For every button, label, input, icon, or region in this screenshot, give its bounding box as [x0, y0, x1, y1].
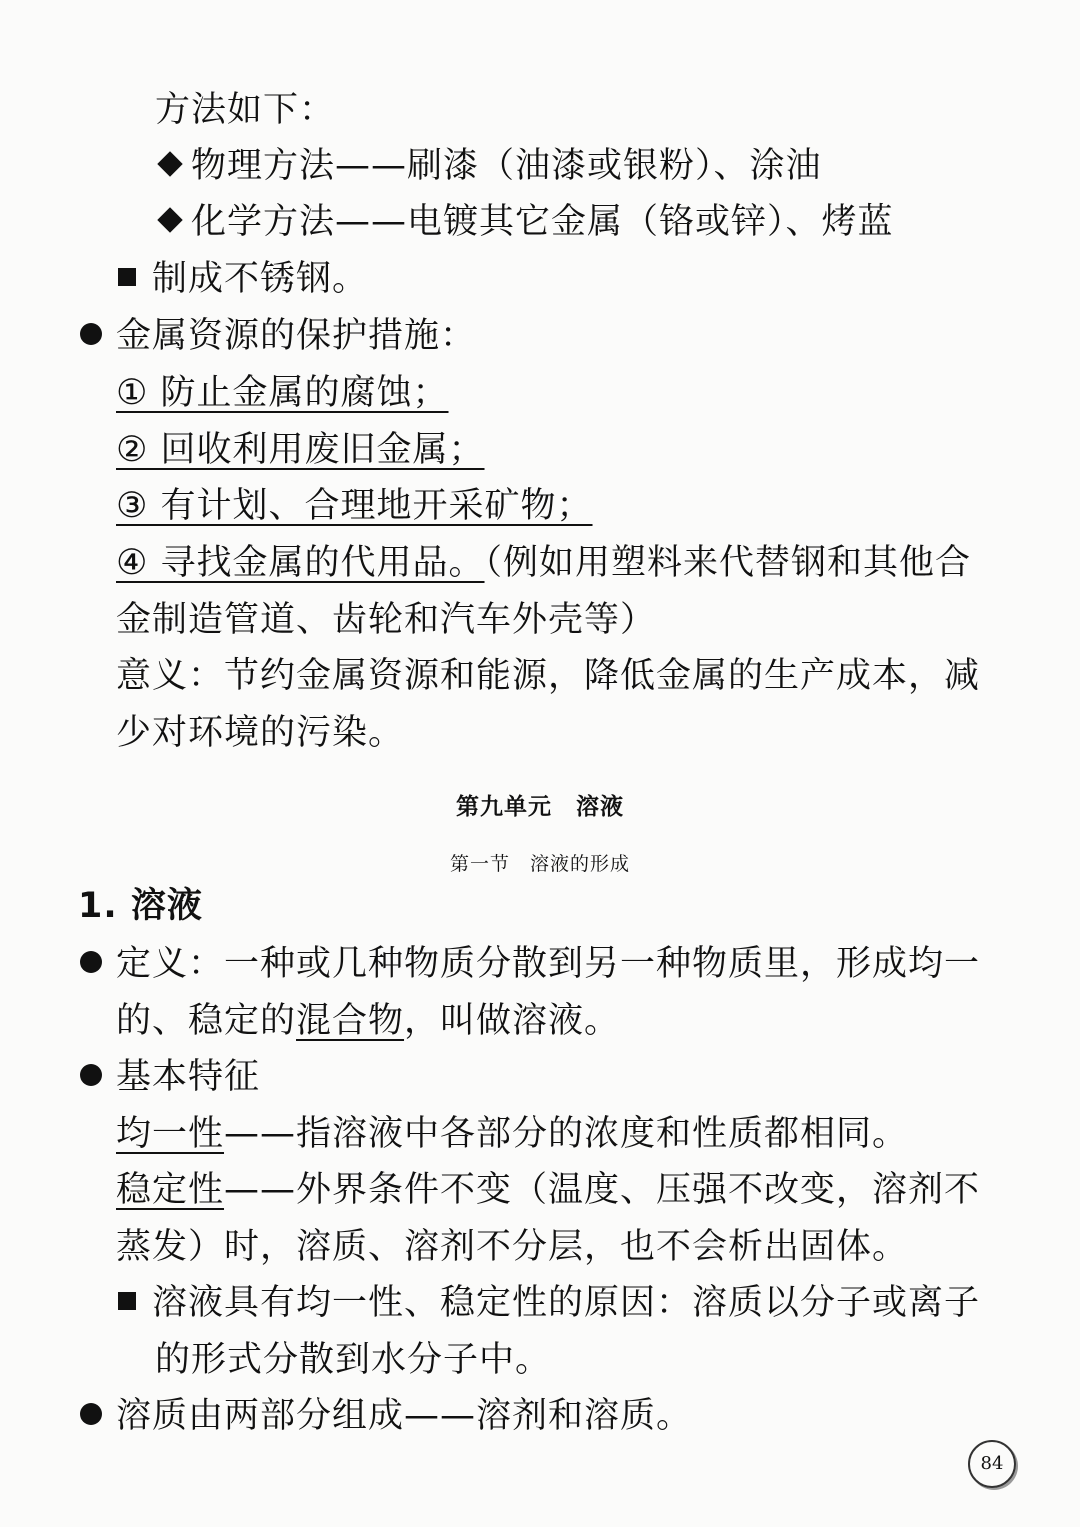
- round-bullet-icon: [80, 1064, 102, 1086]
- stability-term: 稳定性: [116, 1170, 225, 1210]
- uniformity-line: 均一性——指溶液中各部分的浓度和性质都相同。: [116, 1114, 909, 1154]
- meaning-line-1: 意义：节约金属资源和能源，降低金属的生产成本，减: [116, 656, 981, 696]
- round-bullet-icon: [80, 1403, 102, 1425]
- section-heading: 1. 溶液: [78, 886, 203, 926]
- measure-4-note: 金制造管道、齿轮和汽车外壳等）: [116, 600, 657, 640]
- composition-line: 溶质由两部分组成——溶剂和溶质。: [80, 1392, 692, 1440]
- definition-line-1: 定义：一种或几种物质分散到另一种物质里，形成均一: [80, 940, 980, 988]
- measure-1: ① 防止金属的腐蚀；: [116, 373, 449, 413]
- page-number: 84: [968, 1440, 1016, 1488]
- stability-line-2: 蒸发）时，溶质、溶剂不分层，也不会析出固体。: [116, 1227, 909, 1267]
- stability-line-1: 稳定性——外界条件不变（温度、压强不改变，溶剂不: [116, 1170, 981, 1210]
- uniformity-term: 均一性: [116, 1114, 225, 1154]
- measure-3: ③ 有计划、合理地开采矿物；: [116, 486, 593, 526]
- meaning-line-2: 少对环境的污染。: [116, 713, 405, 753]
- reason-line-2: 的形式分散到水分子中。: [155, 1340, 552, 1380]
- round-bullet-icon: [80, 323, 102, 345]
- physical-method: 物理方法——刷漆（油漆或银粉）、涂油: [155, 142, 822, 190]
- stainless-steel: 制成不锈钢。: [118, 255, 368, 303]
- chemical-method: 化学方法——电镀其它金属（铬或锌）、烤蓝: [155, 198, 894, 246]
- diamond-bullet-icon: [157, 207, 182, 232]
- measure-2: ② 回收利用废旧金属；: [116, 430, 485, 470]
- diamond-bullet-icon: [157, 151, 182, 176]
- measure-4: ④ 寻找金属的代用品。（例如用塑料来代替钢和其他合: [116, 543, 972, 583]
- round-bullet-icon: [80, 951, 102, 973]
- protection-title: 金属资源的保护措施：: [80, 312, 476, 360]
- mixture-term: 混合物: [296, 1001, 405, 1041]
- square-bullet-icon: [118, 1292, 136, 1310]
- square-bullet-icon: [118, 268, 136, 286]
- unit-title: 第九单元 溶液: [456, 794, 624, 820]
- features-title: 基本特征: [80, 1053, 260, 1101]
- section-title: 第一节 溶液的形成: [449, 853, 630, 875]
- method-intro: 方法如下：: [155, 90, 336, 130]
- definition-line-2: 的、稳定的混合物，叫做溶液。: [116, 1001, 621, 1041]
- reason-line-1: 溶液具有均一性、稳定性的原因：溶质以分子或离子: [118, 1279, 980, 1327]
